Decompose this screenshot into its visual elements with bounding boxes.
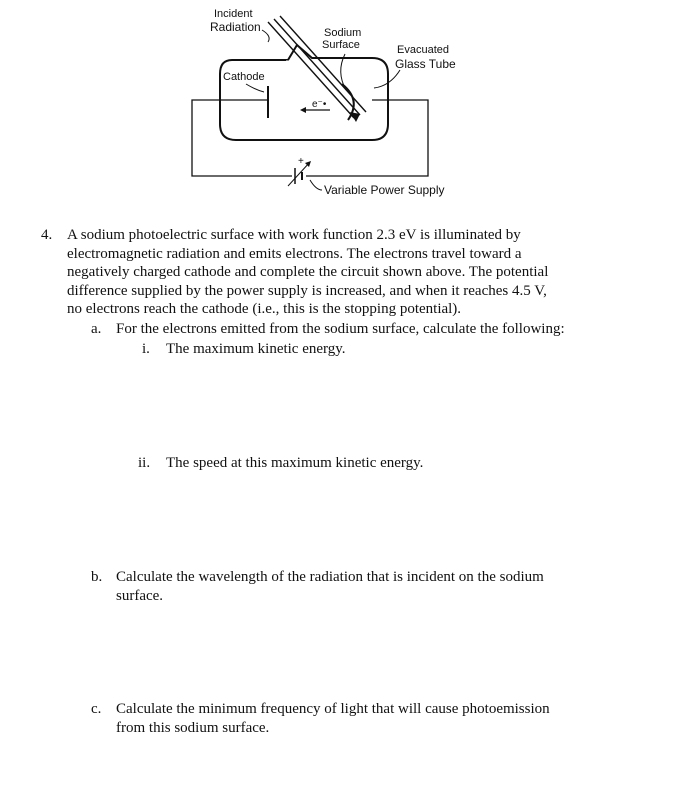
- incident-label: Incident: [214, 8, 253, 20]
- circuit-wire-left: [192, 100, 292, 176]
- question-number: 4.: [41, 227, 53, 243]
- cathode-leader: [246, 84, 264, 92]
- part-b-label: b.: [91, 569, 103, 585]
- part-c-line: from this sodium surface.: [116, 720, 270, 736]
- part-b-line: Calculate the wavelength of the radiation that is incident on the sodium: [116, 569, 544, 585]
- radiation-label: Radiation: [210, 20, 261, 34]
- power-supply-label: Variable Power Supply: [324, 183, 445, 197]
- part-c-label: c.: [91, 701, 102, 717]
- part-a-ii-label: ii.: [138, 455, 151, 471]
- photoelectric-diagram: [0, 0, 674, 210]
- part-a-label: a.: [91, 321, 102, 337]
- electron-label: e⁻•: [312, 99, 327, 110]
- evacuated-label: Evacuated: [397, 44, 449, 56]
- cathode-label: Cathode: [223, 71, 265, 83]
- part-b-line: surface.: [116, 588, 164, 604]
- part-a-i-text: The maximum kinetic energy.: [166, 341, 346, 357]
- part-a-ii-text: The speed at this maximum kinetic energy.: [166, 455, 424, 471]
- part-a-text: For the electrons emitted from the sodium surface, calculate the following:: [116, 321, 565, 337]
- question-line: A sodium photoelectric surface with work function 2.3 eV is illuminated by: [67, 227, 521, 243]
- power-leader: [310, 180, 322, 190]
- question-line: negatively charged cathode and complete the circuit shown above. The potential: [67, 264, 549, 281]
- part-a-i-label: i.: [142, 341, 150, 357]
- plus-label: +: [298, 156, 304, 167]
- glass-tube-outline: [220, 45, 388, 140]
- incident-leader: [262, 30, 269, 42]
- glass-tube-label: Glass Tube: [395, 57, 456, 71]
- part-c-line: Calculate the minimum frequency of light that will cause photoemission: [116, 701, 550, 717]
- question-line: no electrons reach the cathode (i.e., this is the stopping potential).: [67, 301, 462, 318]
- sodium-label: Sodium: [324, 27, 362, 39]
- circuit-wire-right: [306, 100, 428, 176]
- question-line: difference supplied by the power supply is increased, and when it reaches 4.5 V,: [67, 282, 547, 299]
- electron-arrowhead: [300, 107, 306, 113]
- surface-label: Surface: [322, 39, 360, 51]
- question-line: electromagnetic radiation and emits electrons. The electrons travel toward a: [67, 245, 522, 262]
